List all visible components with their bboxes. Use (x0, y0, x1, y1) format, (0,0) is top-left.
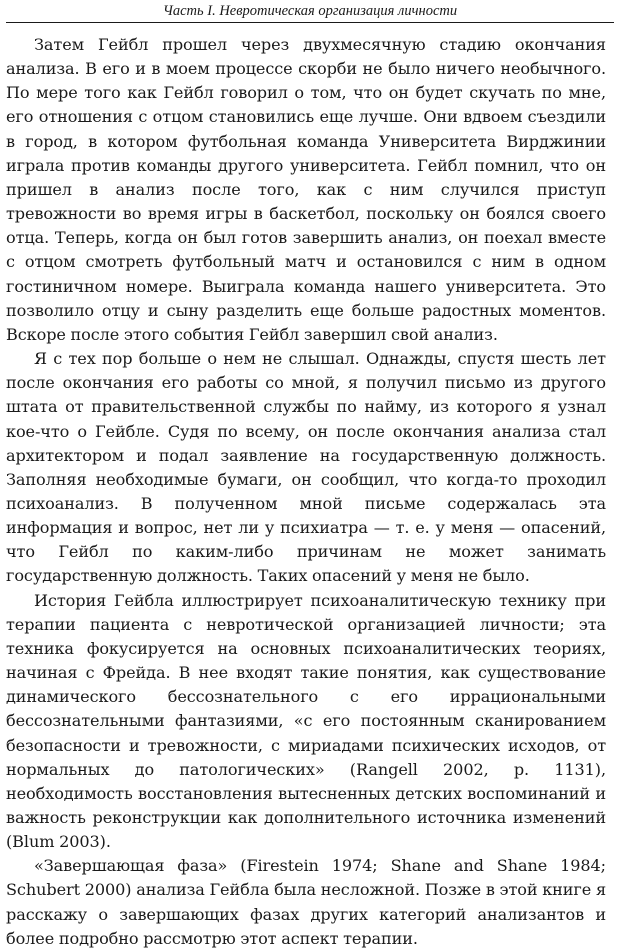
header-rule (6, 22, 614, 23)
running-head: Часть I. Невротическая организация личности (162, 3, 458, 19)
paragraph-letter-from-agency: Я с тех пор больше о нем не слышал. Однажды, спустя шесть лет после окончания его работы со мной, я получил письмо из другого штата от правительственной службы по найму, из которого я узнал кое-что о Гейбле. Судя по всему, он после окончания анализа стал архитектором и подал заявление на государственную должность. Заполняя необходимые бумаги, он сообщил, что когда-то проходил психоанализ. В полученном мной письме содержалась эта информация и вопрос, нет ли у психиатра — т. е. у меня — опасений, что Гейбл по каким-либо причинам не может занимать государственную должность. Таких опасений у меня не было. (6, 349, 606, 586)
paragraph-termination-stage: Затем Гейбл прошел через двухмесячную стадию окончания анализа. В его и в моем процессе скорби не было ничего необычного. По мере того как Гейбл говорил о том, что он будет скучать по мне, его отношения с отцом становились еще лучше. Они вдвоем съездили в город, в котором футбольная команда Университета Вирджинии играла против команды другого университета. Гейбл помнил, что он пришел в анализ после того, как с ним случился приступ тревожности во время игры в баскетбол, поскольку он боялся своего отца. Теперь, когда он был готов завершить анализ, он поехал вместе с отцом смотреть футбольный матч и остановился с ним в одном гостиничном номере. Выиграла команда нашего университета. Это позволило отцу и сыну разделить еще больше радостных моментов. Вскоре после этого события Гейбл завершил свой анализ. (6, 35, 606, 344)
body-text (6, 33, 606, 951)
paragraph-final-phase: «Завершающая фаза» (Firestein 1974; Shane and Shane 1984; Schubert 2000) анализа Гейбла была несложной. Позже в этой книге я расскажу о завершающих фазах других категорий анализантов и более подробно рассмотрю этот аспект терапии. (6, 856, 606, 948)
paragraph-technique-summary: История Гейбла иллюстрирует психоаналитическую технику при терапии пациента с невротической организацией личности; эта техника фокусируется на основных психоаналитических теориях, начиная с Фрейда. В нее входят такие понятия, как существование динамического бессознательного с его иррациональными бессознательными фантазиями, «с его постоянным сканированием безопасности и тревожности, с мириадами психических исходов, от нормальных до патологических» (Rangell 2002, p. 1131), необходимость восстановления вытесненных детских воспоминаний и важность реконструкции как дополнительного источника изменений (Blum 2003). (6, 590, 606, 852)
